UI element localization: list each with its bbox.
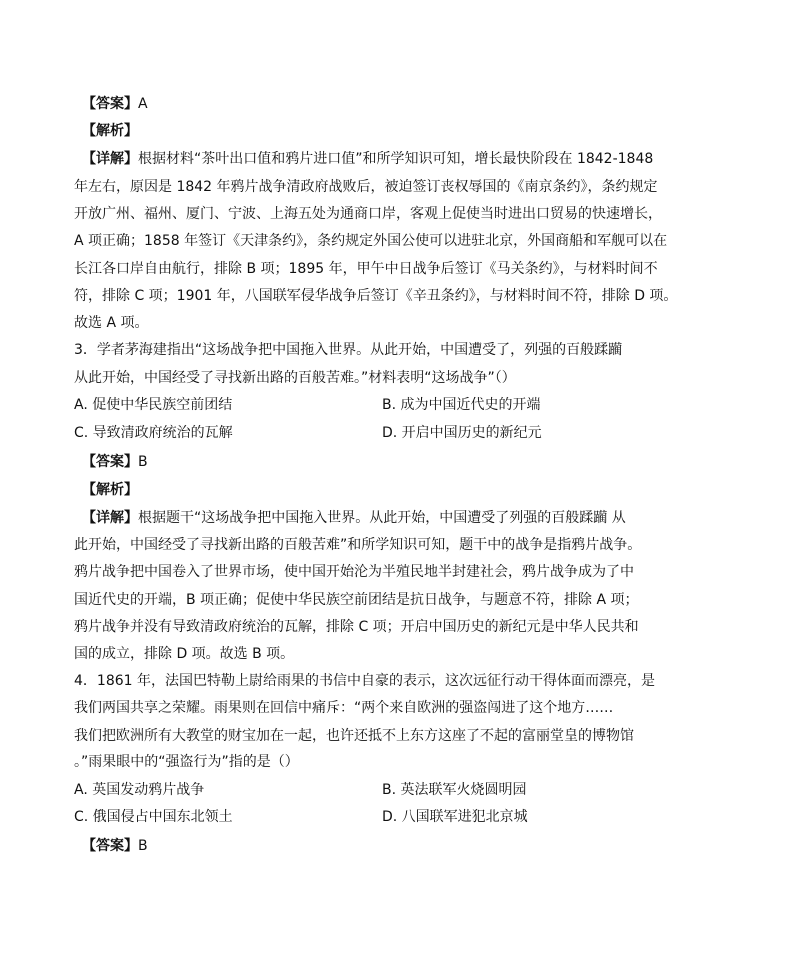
detail-tag: 【详解】 [82, 510, 138, 526]
q4-stem-line: 4．1861 年，法国巴特勒上尉给雨果的书信中自豪的表示，这次远征行动干得体面而漂亮，是 [74, 673, 655, 689]
q2-detail-line: 开放广州、福州、厦门、宁波、上海五处为通商口岸，客观上促使当时进出口贸易的快速增长， [74, 206, 662, 222]
q3-detail-line: 此开始，中国经受了寻找新出路的百般苦难”和所学知识可知，题干中的战争是指鸦片战争。 [74, 537, 642, 553]
q4-stem-line: 我们两国共享之荣耀。雨果则在回信中痛斥：“两个来自欧洲的强盗闯进了这个地方…… [74, 700, 614, 716]
answer-tag: 【答案】 [82, 454, 138, 470]
q3-detail-line: 国的成立，排除 D 项。故选 B 项。 [74, 646, 295, 662]
q3-option-d: D. 开启中国历史的新纪元 [382, 425, 542, 441]
q4-option-d: D. 八国联军进犯北京城 [382, 809, 528, 825]
answer-value: B [138, 454, 148, 470]
detail-tag: 【详解】 [82, 151, 138, 167]
q4-option-b: B. 英法联军火烧圆明园 [382, 782, 527, 798]
q2-detail-line: 符，排除 C 项；1901 年，八国联军侵华战争后签订《辛丑条约》，与材料时间不符，排除 D 项。 [74, 288, 678, 304]
q4-option-a: A. 英国发动鸦片战争 [74, 782, 205, 798]
q4-stem-line: 我们把欧洲所有大教堂的财宝加在一起，也许还抵不上东方这座了不起的富丽堂皇的博物馆 [74, 728, 634, 744]
answer-tag: 【答案】 [82, 838, 138, 854]
q4-answer [82, 836, 682, 856]
q2-detail-line: 【详解】根据材料“茶叶出口值和鸦片进口值”和所学知识可知，增长最快阶段在 1842-1848 [82, 151, 654, 167]
q3-option-c: C. 导致清政府统治的瓦解 [74, 425, 233, 441]
q3-analysis-tag: 【解析】 [82, 482, 138, 498]
answer-value: A [138, 96, 148, 112]
answer-tag: 【答案】 [82, 96, 138, 112]
q2-detail-line: 年左右，原因是 1842 年鸦片战争清政府战败后，被迫签订丧权辱国的《南京条约》，条约规定 [74, 179, 658, 195]
q4-option-c: C. 俄国侵占中国东北领土 [74, 809, 233, 825]
q3-detail-line: 【详解】根据题干“这场战争把中国拖入世界。从此开始，中国遭受了列强的百般蹂躏 从 [82, 510, 626, 526]
q2-detail-line: A 项正确；1858 年签订《天津条约》，条约规定外国公使可以进驻北京，外国商船和军舰可以在 [74, 233, 668, 249]
q3-option-a: A. 促使中华民族空前团结 [74, 397, 233, 413]
q2-detail-line: 故选 A 项。 [74, 315, 149, 331]
q3-stem-line: 3．学者茅海建指出“这场战争把中国拖入世界。从此开始，中国遭受了，列强的百般蹂躏 [74, 342, 623, 358]
q2-detail-line: 长江各口岸自由航行，排除 B 项；1895 年，甲午中日战争后签订《马关条约》，与材料时间不 [74, 261, 658, 277]
q3-detail-line: 国近代史的开端，B 项正确；促使中华民族空前团结是抗日战争，与题意不符，排除 A 项； [74, 592, 639, 608]
q3-option-b: B. 成为中国近代史的开端 [382, 397, 541, 413]
q3-stem-line: 从此开始，中国经受了寻找新出路的百般苦难。”材料表明“这场战争”（） [74, 370, 516, 386]
q2-analysis-tag: 【解析】 [82, 123, 138, 139]
q2-answer [82, 94, 682, 114]
answer-value: B [138, 838, 148, 854]
q3-answer [82, 452, 682, 472]
q3-detail-line: 鸦片战争把中国卷入了世界市场，使中国开始沦为半殖民地半封建社会，鸦片战争成为了中 [74, 564, 634, 580]
q4-stem-line: 。”雨果眼中的“强盗行为”指的是（） [74, 754, 299, 770]
q3-detail-line: 鸦片战争并没有导致清政府统治的瓦解，排除 C 项；开启中国历史的新纪元是中华人民共和 [74, 619, 639, 635]
